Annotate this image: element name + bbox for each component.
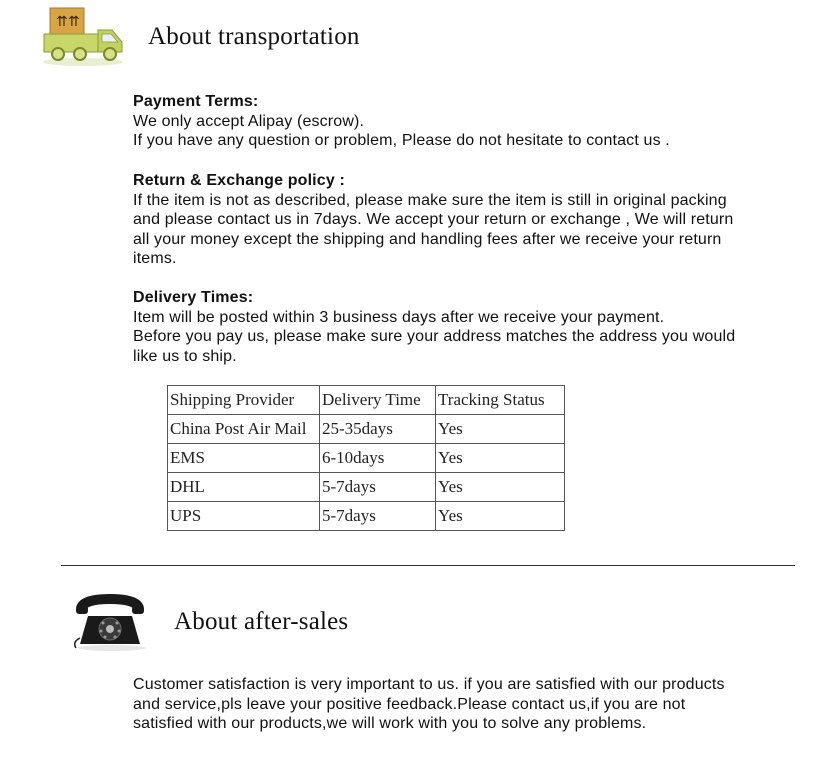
- table-row: [168, 415, 565, 444]
- svg-text:⇈: ⇈: [56, 14, 68, 30]
- aftersales-section: [133, 675, 813, 734]
- return-policy-section: [133, 171, 823, 269]
- table-cell: Yes: [436, 502, 565, 531]
- return-policy-heading: Return & Exchange policy :: [133, 172, 345, 189]
- table-row: [168, 444, 565, 473]
- svg-text:⇈: ⇈: [68, 14, 80, 30]
- table-cell: EMS: [168, 444, 320, 473]
- aftersales-title: About after-sales: [174, 607, 349, 635]
- table-cell: 5-7days: [320, 502, 436, 531]
- delivery-times-heading: Delivery Times:: [133, 289, 254, 306]
- table-header-row: [168, 386, 565, 415]
- aftersales-line: Customer satisfaction is very important to us. if you are satisfied with our products: [133, 676, 725, 693]
- table-cell: Yes: [436, 415, 565, 444]
- payment-terms-section: [133, 92, 823, 151]
- return-policy-line: and please contact us in 7days. We accept your return or exchange , We will return: [133, 211, 734, 228]
- payment-terms-heading: Payment Terms:: [133, 93, 259, 110]
- table-header: Tracking Status: [436, 386, 565, 415]
- transport-header: [40, 4, 360, 73]
- payment-line: If you have any question or problem, Please do not hesitate to contact us .: [133, 132, 670, 149]
- table-cell: 25-35days: [320, 415, 436, 444]
- delivery-line: Before you pay us, please make sure your address matches the address you would: [133, 328, 736, 345]
- delivery-truck-icon: [40, 4, 126, 73]
- aftersales-line: and service,pls leave your positive feedback.Please contact us,if you are not: [133, 695, 686, 713]
- table-cell: Yes: [436, 444, 565, 473]
- telephone-icon: [70, 586, 150, 657]
- return-policy-line: items.: [133, 250, 177, 267]
- table-row: [168, 473, 565, 502]
- aftersales-header: [70, 586, 348, 657]
- table-cell: Yes: [436, 473, 565, 502]
- payment-line: We only accept Alipay (escrow).: [133, 112, 365, 130]
- table-cell: UPS: [168, 502, 320, 531]
- table-header: Delivery Time: [320, 386, 436, 415]
- table-header: Shipping Provider: [168, 386, 320, 415]
- table-row: [168, 502, 565, 531]
- table-cell: China Post Air Mail: [168, 415, 320, 444]
- delivery-line: like us to ship.: [133, 347, 237, 365]
- table-cell: 5-7days: [320, 473, 436, 502]
- delivery-line: Item will be posted within 3 business days after we receive your payment.: [133, 308, 665, 326]
- section-divider: [61, 565, 795, 566]
- return-policy-line: If the item is not as described, please make sure the item is still in original packing: [133, 191, 727, 209]
- aftersales-line: satisfied with our products,we will work with you to solve any problems.: [133, 715, 647, 732]
- transport-title: About transportation: [148, 22, 360, 50]
- shipping-table: [167, 385, 565, 531]
- return-policy-line: all your money except the shipping and handling fees after we receive your return: [133, 230, 722, 248]
- delivery-times-section: [133, 288, 823, 366]
- table-cell: DHL: [168, 473, 320, 502]
- table-cell: 6-10days: [320, 444, 436, 473]
